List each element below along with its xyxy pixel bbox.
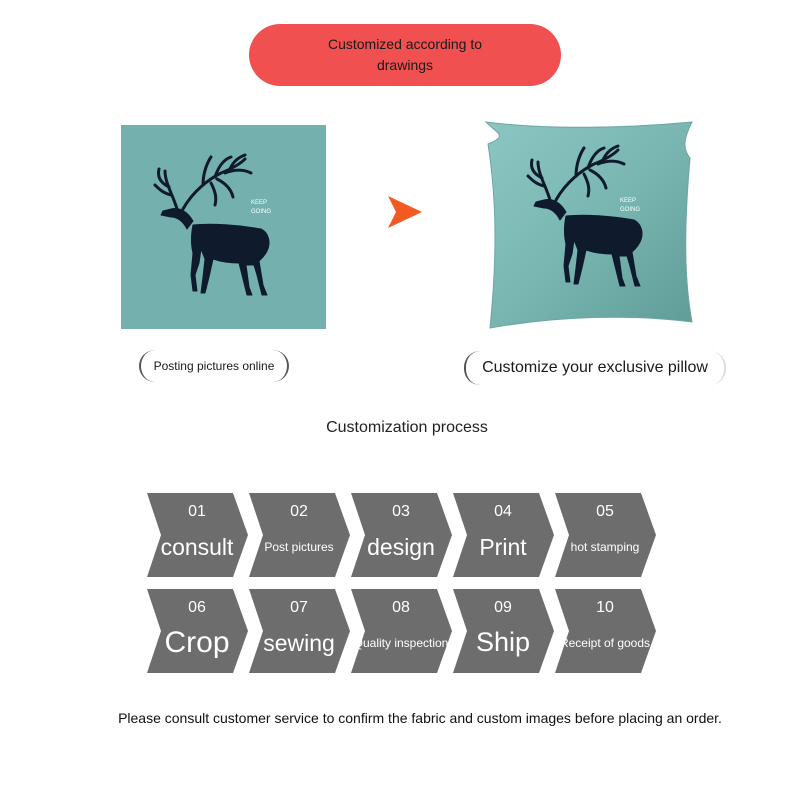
banner-text: Customized according to drawings <box>327 36 483 73</box>
step-number: 04 <box>494 503 512 520</box>
step-07 <box>249 589 350 673</box>
step-number: 06 <box>188 599 206 616</box>
triangle-right-icon <box>388 196 422 228</box>
step-label: consult <box>160 533 234 560</box>
design-text-line1: KEEP <box>251 200 268 206</box>
pillow-image <box>478 118 710 344</box>
step-10 <box>555 589 656 673</box>
step-05 <box>555 493 656 577</box>
step-number: 09 <box>494 599 512 616</box>
deer-silhouette-icon <box>121 125 326 329</box>
left-caption <box>139 350 289 382</box>
pillow-text-line1: KEEP <box>620 198 637 204</box>
step-06 <box>147 589 248 673</box>
step-number: 02 <box>290 503 308 520</box>
pillow-text-line2: GOING <box>620 207 641 213</box>
pillow-mockup <box>478 118 710 344</box>
step-label: hot stamping <box>570 539 640 554</box>
step-03 <box>351 493 452 577</box>
step-label: sewing <box>263 629 335 656</box>
step-number: 01 <box>188 503 206 520</box>
process-steps <box>147 493 657 673</box>
step-09 <box>453 589 554 673</box>
step-08 <box>351 589 452 673</box>
step-02 <box>249 493 350 577</box>
step-label: Crop <box>164 626 230 660</box>
step-label: Print <box>479 533 527 560</box>
step-01 <box>147 493 248 577</box>
right-caption <box>464 351 726 385</box>
step-label: Post pictures <box>264 539 334 554</box>
title-banner <box>249 24 561 86</box>
step-label: Ship <box>475 627 531 658</box>
arrow-icon <box>388 196 422 233</box>
order-notice: Please consult customer service to confirm the fabric and custom images before placing an order. <box>118 710 722 726</box>
step-04 <box>453 493 554 577</box>
step-number: 03 <box>392 503 410 520</box>
right-caption-text: Customize your exclusive pillow <box>482 359 708 376</box>
step-number: 07 <box>290 599 308 616</box>
design-image <box>121 125 326 329</box>
process-title: Customization process <box>326 419 488 436</box>
step-number: 10 <box>596 599 614 616</box>
step-number: 05 <box>596 503 614 520</box>
step-label: Quality inspection <box>353 635 449 650</box>
step-label: design <box>367 533 435 560</box>
step-label: Receipt of goods <box>559 635 651 650</box>
design-text-line2: GOING <box>251 209 272 215</box>
step-number: 08 <box>392 599 410 616</box>
left-caption-text: Posting pictures online <box>153 359 275 373</box>
